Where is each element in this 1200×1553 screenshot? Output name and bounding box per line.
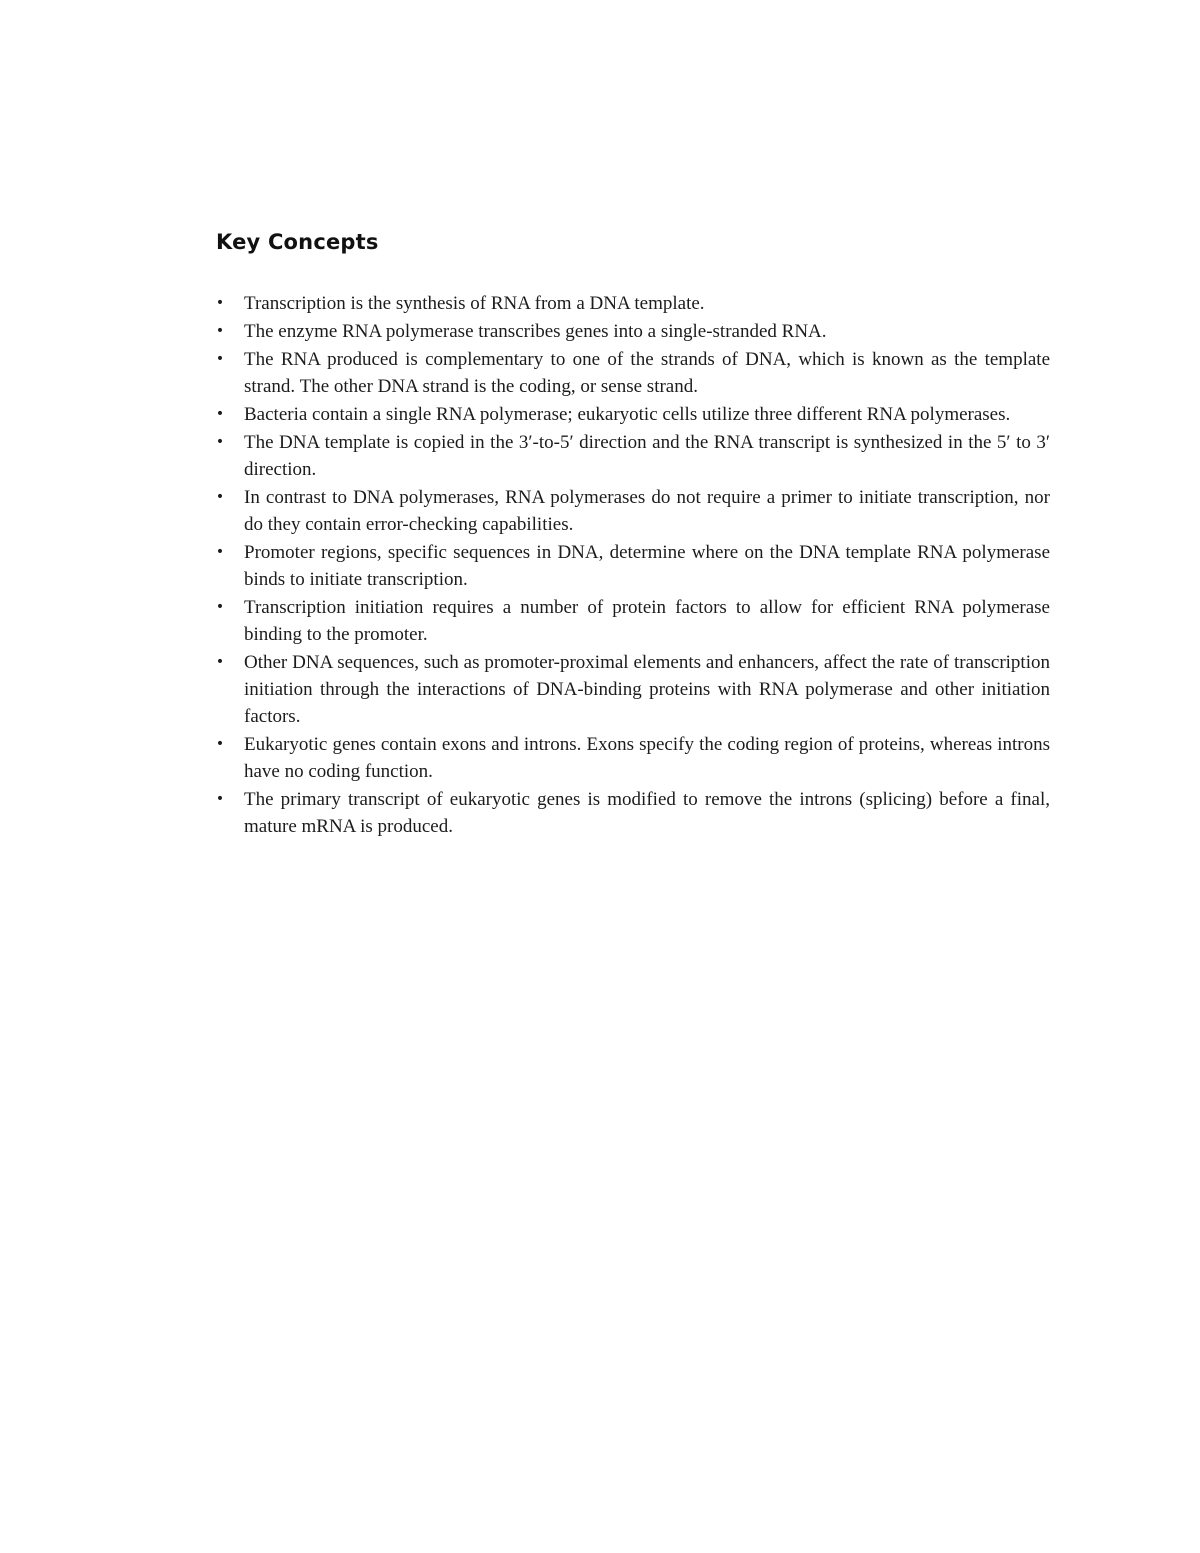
list-item: [214, 429, 1050, 483]
list-item-text: Promoter regions, specific sequences in DNA, determine where on the DNA template RNA polymerase binds to initiate transcription.: [244, 542, 1050, 590]
list-item: [214, 318, 1050, 345]
key-concepts-list: [214, 290, 1050, 841]
bullet-icon: •: [215, 323, 225, 339]
list-item-text: Transcription is the synthesis of RNA from a DNA template.: [244, 293, 705, 314]
bullet-icon: •: [215, 406, 225, 422]
list-item: [214, 649, 1050, 730]
list-item: [214, 346, 1050, 400]
bullet-icon: •: [215, 544, 225, 560]
list-item: [214, 594, 1050, 648]
bullet-icon: •: [215, 295, 225, 311]
list-item-text: The enzyme RNA polymerase transcribes genes into a single-stranded RNA.: [244, 321, 827, 342]
bullet-icon: •: [215, 351, 225, 367]
list-item-text: The primary transcript of eukaryotic genes is modified to remove the introns (splicing) before a final, mature mRNA is produced.: [244, 789, 1050, 837]
bullet-icon: •: [215, 489, 225, 505]
bullet-icon: •: [215, 791, 225, 807]
bullet-icon: •: [215, 736, 225, 752]
list-item-text: The DNA template is copied in the 3′-to-5′ direction and the RNA transcript is synthesized in the 5′ to 3′ direction.: [244, 432, 1050, 480]
list-item-text: Eukaryotic genes contain exons and introns. Exons specify the coding region of proteins, whereas introns have no coding function.: [244, 734, 1050, 782]
bullet-icon: •: [215, 434, 225, 450]
list-item-text: Transcription initiation requires a number of protein factors to allow for efficient RNA polymerase binding to the promoter.: [244, 597, 1050, 645]
list-item: [214, 290, 1050, 317]
list-item: [214, 484, 1050, 538]
list-item: [214, 731, 1050, 785]
bullet-icon: •: [215, 599, 225, 615]
list-item-text: The RNA produced is complementary to one of the strands of DNA, which is known as the template strand. The other DNA strand is the coding, or sense strand.: [244, 349, 1050, 397]
bullet-icon: •: [215, 654, 225, 670]
list-item: [214, 401, 1050, 428]
list-item: [214, 539, 1050, 593]
list-item: [214, 786, 1050, 840]
list-item-text: In contrast to DNA polymerases, RNA polymerases do not require a primer to initiate transcription, nor do they contain error-checking capabilities.: [244, 487, 1050, 535]
list-item-text: Bacteria contain a single RNA polymerase; eukaryotic cells utilize three different RNA polymerases.: [244, 404, 1011, 425]
section-heading: Key Concepts: [216, 230, 379, 254]
list-item-text: Other DNA sequences, such as promoter-proximal elements and enhancers, affect the rate of transcription initiation through the interactions of DNA-binding proteins with RNA polymerase and other initiation factors.: [244, 652, 1050, 727]
